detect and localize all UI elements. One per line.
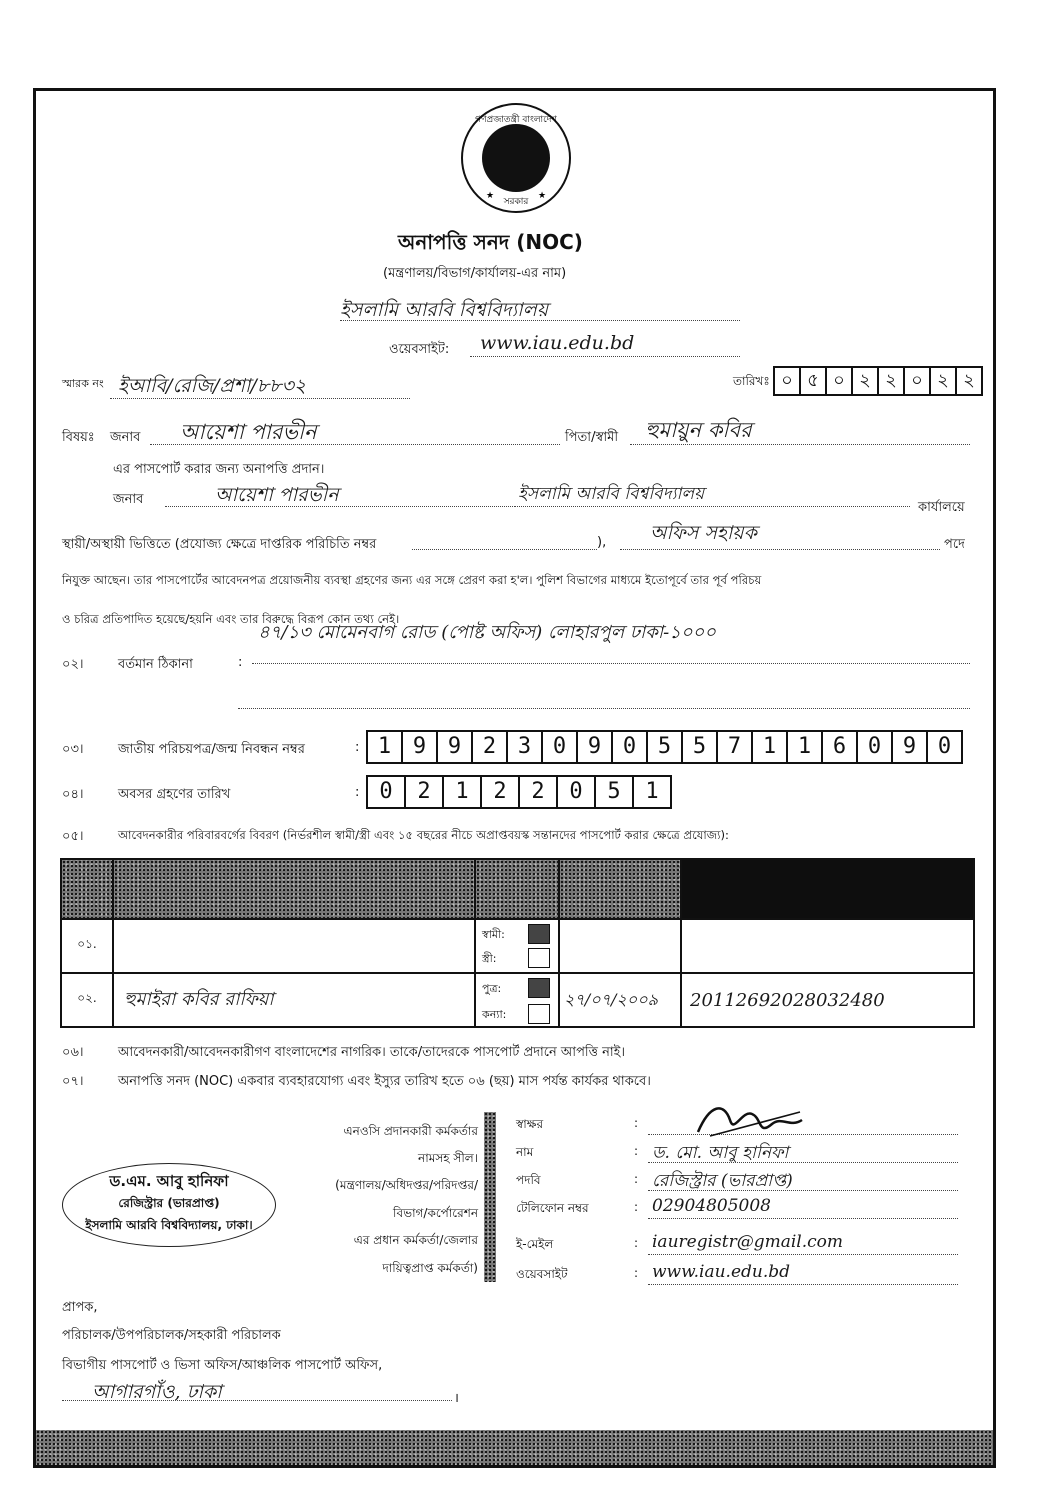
date-label: তারিখঃ (733, 374, 770, 388)
nid-digit: 5 (683, 732, 718, 762)
nid-digit: 2 (473, 732, 508, 762)
website-label: ওয়েবসাইট: (389, 342, 450, 357)
recipient-label: প্রাপক, (62, 1300, 98, 1315)
retire-date-boxes (366, 775, 672, 809)
retire-digit: 2 (520, 777, 558, 807)
date-digit: ০ (827, 368, 853, 394)
retire-digit: 0 (558, 777, 596, 807)
mr-label: জনাব (110, 430, 141, 445)
officer-desc-line: এনওসি প্রদানকারী কর্মকর্তার (343, 1124, 478, 1138)
officer-field-value: 02904805008 (652, 1196, 771, 1216)
officer-field-label: ওয়েবসাইট (516, 1267, 568, 1281)
daughter-checkbox[interactable] (528, 1004, 550, 1024)
officer-field-label: পদবি (516, 1173, 541, 1187)
officer-field-value: www.iau.edu.bd (652, 1262, 791, 1282)
retire-digit: 1 (645, 779, 659, 804)
date-digit: ০ (775, 368, 801, 394)
post-suffix: পদে (944, 537, 965, 552)
recipient-office: আগারগাঁও, ঢাকা (92, 1381, 222, 1403)
father-name: হুমায়ুন কবির (645, 418, 752, 442)
nid-boxes (366, 730, 963, 764)
officer-field-value: ড. মো. আবু হানিফা (652, 1143, 789, 1163)
table-row: ০২. হুমাইরা কবির রাফিয়া পুত্র: কন্যা: ২৭/০৭/২০০৯ 20112692028032480 (61, 973, 974, 1027)
mr-label-2: জনাব (113, 492, 144, 507)
item-04-number: ০৪। (62, 787, 84, 802)
officer-field-value: iauregistr@gmail.com (652, 1232, 844, 1252)
date-digit: ২ (963, 370, 975, 391)
officer-desc-line: বিভাগ/কর্পোরেশন (393, 1206, 478, 1220)
svg-text:★: ★ (538, 191, 547, 201)
recipient-line-2: বিভাগীয় পাসপোর্ট ও ভিসা অফিস/আঞ্চলিক পাসপোর্ট অফিস, (62, 1358, 383, 1373)
subject-label: বিষয়ঃ (62, 430, 95, 445)
retire-digit: 5 (596, 777, 634, 807)
nid-digit: 6 (823, 732, 858, 762)
address-value: ৪৭/১৩ মোমেনবাগ রোড (পোষ্ট অফিস) লোহারপুল ঢাকা-১০০০ (258, 622, 716, 643)
retire-label: অবসর গ্রহণের তারিখ (118, 787, 231, 802)
government-seal-logo (458, 100, 574, 216)
basis-text: স্থায়ী/অস্থায়ী ভিত্তিতে (প্রযোজ্য ক্ষেত্রে দাপ্তরিক পরিচিতি নম্বর (62, 537, 377, 552)
stamp-line: রেজিস্ট্রার (ভারপ্রাপ্ত) (118, 1196, 220, 1210)
officer-desc-line: দায়িত্বপ্রাপ্ত কর্মকর্তা) (382, 1261, 478, 1275)
nid-digit: 0 (858, 732, 893, 762)
retire-digit: 2 (482, 777, 520, 807)
item-03-number: ০৩। (62, 742, 84, 757)
nid-digit: 9 (438, 732, 473, 762)
date-digit: ৫ (801, 368, 827, 394)
document-subtitle: (মন্ত্রণালয়/বিভাগ/কার্যালয়-এর নাম) (383, 266, 567, 281)
nid-digit: 1 (753, 732, 788, 762)
item-06-number: ০৬। (62, 1045, 84, 1060)
stamp-line: ইসলামি আরবি বিশ্ববিদ্যালয়, ঢাকা। (85, 1218, 253, 1232)
office-value: ইসলামি আরবি বিশ্ববিদ্যালয় (518, 484, 705, 504)
officer-field-label: স্বাক্ষর (516, 1117, 544, 1131)
table-row: ০১. স্বামী: স্ত্রী: (61, 919, 974, 973)
son-checkbox[interactable] (528, 978, 550, 998)
nid-label: জাতীয় পরিচয়পত্র/জন্ম নিবন্ধন নম্বর (118, 742, 305, 757)
office-name: ইসলামি আরবি বিশ্ববিদ্যালয় (340, 299, 549, 321)
nid-digit: 7 (718, 732, 753, 762)
nid-digit: 1 (788, 732, 823, 762)
svg-text:গণপ্রজাতন্ত্রী বাংলাদেশ: গণপ্রজাতন্ত্রী বাংলাদেশ (475, 115, 557, 125)
office-suffix: কার্যালয়ে (918, 500, 965, 515)
officer-desc-line: (মন্ত্রণালয়/অধিদপ্তর/পরিদপ্তর/ (335, 1178, 478, 1192)
memo-label: স্মারক নং (62, 377, 104, 390)
nid-digit: 9 (403, 732, 438, 762)
family-label: আবেদনকারীর পরিবারবর্গের বিবরণ (নির্ভরশীল স্বামী/স্ত্রী এবং ১৫ বছরের নীচে অপ্রাপ্তবয়স্ক সন্তানদের পাসপোর্ট করার ক্ষেত্রে প্রযোজ্য): (118, 828, 729, 842)
paragraph-1: নিযুক্ত আছেন। তার পাসপোর্টের আবেদনপত্র প্রয়োজনীয় ব্যবস্থা গ্রহণের জন্য এর সঙ্গে প্রেরণ করা হ'ল। পুলিশ বিভাগের মাধ্যমে ইতোপূর্বে তার পূর্ব পরিচয় (62, 573, 762, 587)
retire-digit: 1 (444, 777, 482, 807)
svg-text:★: ★ (486, 191, 495, 201)
father-label: পিতা/স্বামী (565, 430, 619, 445)
officer-desc-line: এর প্রধান কর্মকর্তা/জেলার (353, 1233, 478, 1247)
nid-digit: 9 (893, 732, 928, 762)
officer-field-label: নাম (516, 1145, 534, 1159)
stamp-line: ড.এম. আবু হানিফা (109, 1172, 229, 1190)
wife-checkbox[interactable] (528, 948, 550, 968)
nid-digit: 3 (508, 732, 543, 762)
applicant-name: আয়েশা পারভীন (180, 420, 317, 444)
officer-field-label: ই-মেইল (516, 1237, 554, 1251)
designation: অফিস সহায়ক (650, 522, 757, 544)
memo-number: ইআবি/রেজি/প্রশা/৮৮৩২ (118, 375, 307, 397)
note-06: আবেদনকারী/আবেদনকারীগণ বাংলাদেশের নাগরিক। তাকে/তাদেরকে পাসপোর্ট প্রদানে আপত্তি নাই। (118, 1045, 626, 1060)
date-digit: ২ (931, 368, 957, 394)
item-07-number: ০৭। (62, 1074, 84, 1089)
date-digit: ০ (905, 368, 931, 394)
officer-field-label: টেলিফোন নম্বর (516, 1201, 589, 1215)
nid-digit: 1 (368, 732, 403, 762)
paragraph-2: ও চরিত্র প্রতিপাদিত হয়েছে/হয়নি এবং তার বিরুদ্ধে বিরূপ কোন তথ্য নেই। (62, 612, 400, 626)
note-07: অনাপত্তি সনদ (NOC) একবার ব্যবহারযোগ্য এবং ইস্যুর তারিখ হতে ০৬ (ছয়) মাস পর্যন্ত কার্যকর থাকবে। (118, 1074, 651, 1089)
item-02-number: ০২। (62, 657, 84, 672)
signature (690, 1098, 820, 1144)
subject-line2: এর পাসপোর্ট করার জন্য অনাপত্তি প্রদান। (113, 462, 325, 477)
officer-field-value: রেজিস্ট্রার (ভারপ্রাপ্ত) (652, 1171, 793, 1191)
applicant-name-2: আয়েশা পারভীন (215, 484, 339, 506)
svg-text:সরকার: সরকার (503, 197, 529, 207)
halftone-strip (484, 1112, 496, 1282)
retire-digit: 2 (406, 777, 444, 807)
item-05-number: ০৫। (62, 829, 84, 844)
family-table (60, 858, 975, 1028)
document-title: অনাপত্তি সনদ (NOC) (398, 230, 583, 254)
date-boxes (773, 366, 983, 396)
website-value: www.iau.edu.bd (480, 332, 635, 354)
nid-digit: 0 (613, 732, 648, 762)
nid-digit: 5 (648, 732, 683, 762)
retire-digit: 0 (368, 777, 406, 807)
date-digit: ২ (879, 368, 905, 394)
nid-digit: 0 (937, 734, 952, 759)
husband-checkbox[interactable] (528, 924, 550, 944)
recipient-line-1: পরিচালক/উপপরিচালক/সহকারী পরিচালক (62, 1328, 281, 1343)
nid-digit: 9 (578, 732, 613, 762)
officer-stamp (62, 1163, 276, 1247)
nid-digit: 0 (543, 732, 578, 762)
date-digit: ২ (853, 368, 879, 394)
basis-close: ), (597, 535, 607, 550)
officer-desc-line: নামসহ সীল। (418, 1151, 478, 1165)
scan-strip (36, 1430, 993, 1465)
address-label: বর্তমান ঠিকানা (118, 657, 193, 672)
